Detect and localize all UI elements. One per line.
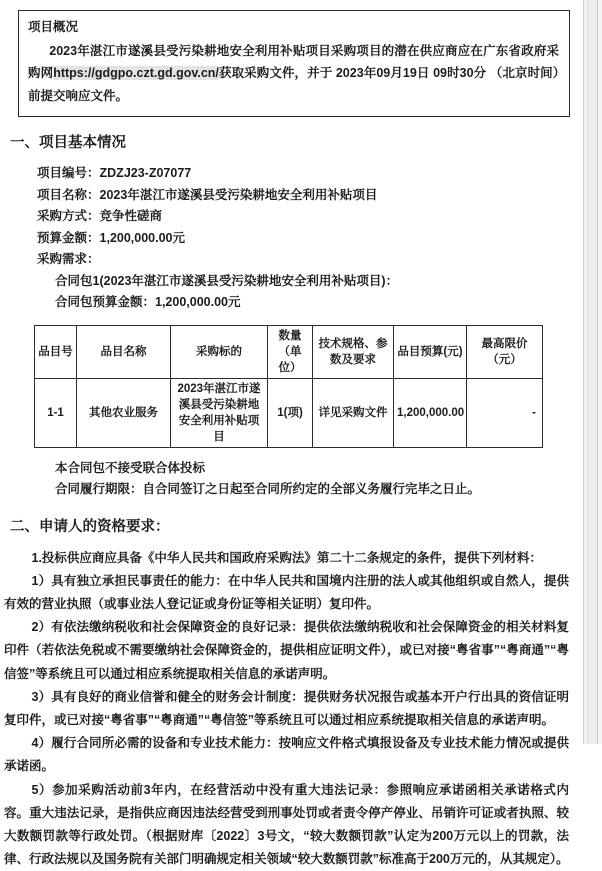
col-header-quantity: 数量（单位） [268,325,313,378]
field-project-number [37,163,569,185]
performance-period-note: 合同履行期限：自合同签订之日起至合同所约定的全部义务履行完毕之日止。 [55,479,569,501]
col-header-procurement-target: 采购标的 [171,325,268,378]
vertical-scrollbar[interactable] [583,0,602,744]
field-budget-amount-value: 1,200,000.00元 [100,231,186,245]
field-project-name [37,185,569,207]
cell-quantity: 1(项) [268,378,313,447]
overview-text-after-url: 获取采购文件，并于 2023年09月19日 09时30分 （北京时间）前提交响应文件。 [28,66,559,103]
col-header-max-price: 最高限价（元） [467,325,543,378]
cell-max-price: - [467,378,543,447]
table-row [35,378,543,447]
field-project-number-label: 项目编号： [37,166,100,180]
qualification-requirements [4,547,569,871]
overview-title: 项目概况 [28,16,559,39]
cell-tech-specs: 详见采购文件 [313,378,394,447]
field-procurement-method [37,206,569,228]
procurement-site-url: https://gdgpo.czt.gd.gov.cn/ [53,66,219,80]
field-procurement-demand-label: 采购需求： [37,252,100,266]
project-overview-box [18,10,570,117]
field-budget-amount [37,228,569,250]
col-header-item-no: 品目号 [35,325,77,378]
cell-procurement-target: 2023年湛江市遂溪县受污染耕地安全利用补贴项目 [171,378,268,447]
overview-text-before-url: 2023年湛江市遂溪县受污染耕地安全利用补贴项目采购项目的潜在供应商应在广东省政府采购网 [28,44,559,81]
cell-item-budget: 1,200,000.00 [394,378,467,447]
section2-heading: 二、申请人的资格要求： [10,516,569,539]
field-project-number-value: ZDZJ23-Z07077 [100,166,192,180]
field-procurement-method-value: 竞争性磋商 [100,209,163,223]
col-header-item-name: 品目名称 [77,325,171,378]
procurement-items-table [34,325,543,448]
qualification-item-5: 5）参加采购活动前3年内，在经营活动中没有重大违法记录：参照响应承诺函相关承诺格式内容。重大违法记录，是指供应商因违法经营受到刑事处罚或者责令停产停业、吊销许可证或者执照、较大数额罚款等行政处罚。（根据财库〔2022〕3号文，“较大数额罚款”认定为200万元以上的罚款，法律、行政法规以及国务院有关部门明确规定相关领域“较大数额罚款”标准高于200万元的，从其规定）。 [4,779,569,871]
qualification-item-3: 3）具有良好的商业信誉和健全的财务会计制度：提供财务状况报告或基本开户行出具的资信证明复印件，或已对接“粤省事”“粤商通”“粤信签”等系统且可以通过相应系统提取相关信息的承诺声明。 [4,686,569,732]
field-procurement-method-label: 采购方式： [37,209,100,223]
contract-package-line: 合同包1(2023年湛江市遂溪县受污染耕地安全利用补贴项目)： [55,271,569,293]
contract-package-budget-line: 合同包预算金额：1,200,000.00元 [55,292,569,314]
col-header-item-budget: 品目预算(元) [394,325,467,378]
cell-item-no: 1-1 [35,378,77,447]
col-header-tech-specs: 技术规格、参数及要求 [313,325,394,378]
field-project-name-label: 项目名称： [37,188,100,202]
section1-heading: 一、项目基本情况 [10,132,569,155]
qualification-item-4: 4）履行合同所必需的设备和专业技术能力：按响应文件格式填报设备及专业技术能力情况或提供承诺函。 [4,732,569,778]
field-budget-amount-label: 预算金额： [37,231,100,245]
overview-paragraph [28,40,559,108]
field-procurement-demand [37,249,569,271]
qualification-intro-paragraph: 1.投标供应商应具备《中华人民共和国政府采购法》第二十二条规定的条件，提供下列材料： [4,547,569,570]
qualification-item-2: 2）有依法缴纳税收和社会保障资金的良好记录：提供依法缴纳税收和社会保障资金的相关材料复印件（若依法免税或不需要缴纳社会保障资金的，提供相应证明文件），或已对接“粤省事”“粤商通”“粤信签”等系统且可以通过相应系统提取相关信息的承诺声明。 [4,616,569,686]
table-header-row [35,325,543,378]
cell-item-name: 其他农业服务 [77,378,171,447]
field-project-name-value: 2023年湛江市遂溪县受污染耕地安全利用补贴项目 [100,188,378,202]
scrollbar-thumb[interactable] [587,0,598,744]
no-consortium-note: 本合同包不接受联合体投标 [55,458,569,480]
qualification-item-1: 1）具有独立承担民事责任的能力：在中华人民共和国境内注册的法人或其他组织或自然人，提供有效的营业执照（或事业法人登记证或身份证等相关证明）复印件。 [4,570,569,616]
